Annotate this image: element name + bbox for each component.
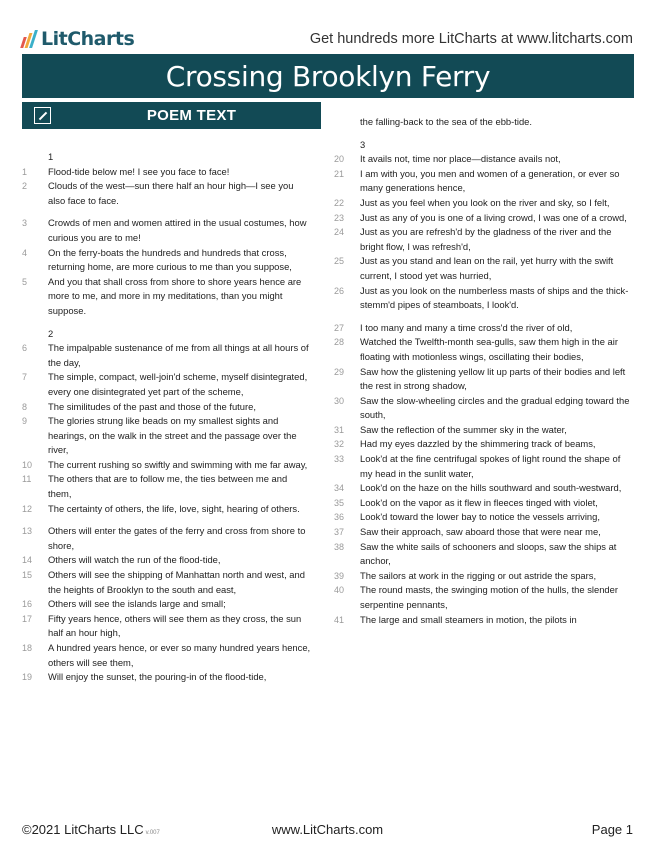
line-text: Others will enter the gates of the ferry and cross from shore to shore, (48, 525, 306, 551)
stanza-number: 2 (48, 327, 54, 339)
line-text: Crowds of men and women attired in the usual costumes, how curious you are to me! (48, 217, 307, 243)
poem-line (334, 540, 634, 569)
logo-text: LitCharts (41, 28, 135, 50)
line-number: 10 (22, 459, 33, 470)
poem-line (334, 167, 634, 196)
poem-line (334, 481, 634, 496)
line-text: And you that shall cross from shore to shore years hence are more to me, and more in my meditations, than you might suppose. (48, 275, 302, 316)
section-title: POEM TEXT (146, 107, 237, 124)
line-number: 15 (22, 570, 33, 581)
line-number: 5 (22, 276, 28, 287)
line-number (334, 115, 360, 130)
line-number: 23 (334, 212, 345, 223)
poem-line (334, 115, 634, 130)
line-number: 21 (334, 168, 345, 179)
title-bar (22, 54, 634, 98)
line-number: 30 (334, 395, 345, 406)
line-text: A hundred years hence, or ever so many hundred years hence, others will see them, (48, 642, 311, 668)
poem-line (334, 496, 634, 511)
poem-line (22, 612, 312, 641)
poem-line (334, 152, 634, 167)
line-number: 34 (334, 483, 345, 494)
line-number: 27 (334, 322, 345, 333)
line-text: Saw their approach, saw aboard those that were near me, (360, 526, 601, 538)
line-text: Saw how the glistening yellow lit up parts of their bodies and left the rest in strong shadow, (360, 365, 626, 392)
line-text: Had my eyes dazzled by the shimmering track of beams, (360, 438, 596, 450)
line-number: 39 (334, 570, 345, 581)
version-label: v.007 (145, 830, 160, 836)
poem-line (334, 569, 634, 584)
poem-line (334, 423, 634, 438)
stanza-number: 3 (360, 138, 366, 150)
line-number: 12 (22, 503, 33, 514)
line-text: Others will see the shipping of Manhattan north and west, and the heights of Brooklyn to the south and east, (48, 569, 305, 595)
line-number: 1 (22, 166, 28, 177)
line-text: The sailors at work in the rigging or out astride the spars, (360, 569, 597, 581)
line-text: I am with you, you men and women of a generation, or ever so many generations hence, (360, 167, 620, 194)
line-text: Just as you look on the numberless masts of ships and the thick-stemm'd pipes of steamboats, I look'd. (360, 284, 629, 311)
line-text: Look'd on the vapor as it flew in fleeces tinged with violet, (360, 496, 598, 508)
page-number: Page 1 (591, 822, 633, 837)
poem-line (334, 254, 634, 283)
line-text: Just as you stand and lean on the rail, yet hurry with the swift current, I stood yet was hurried, (360, 255, 614, 281)
line-text: Just as you are refresh'd by the gladness of the river and the bright flow, I was refresh'd, (360, 226, 612, 252)
line-number: 13 (22, 526, 33, 537)
poem-line (334, 452, 634, 481)
line-number: 8 (22, 401, 28, 412)
poem-line (22, 502, 312, 517)
poem-column-right (334, 115, 634, 627)
line-text: On the ferry-boats the hundreds and hundreds that cross, returning home, are more curious to me than you suppose, (48, 246, 292, 273)
poem-line (334, 335, 634, 364)
poem-line (334, 365, 634, 394)
line-text: Watched the Twelfth-month sea-gulls, saw them high in the air floating with motionless wings, oscillating their bodies, (360, 336, 618, 362)
line-text: Will enjoy the sunset, the pouring-in of the flood-tide, (48, 671, 267, 683)
line-number: 9 (22, 416, 28, 427)
poem-line (22, 641, 312, 670)
line-number: 22 (334, 197, 345, 208)
line-text: Saw the white sails of schooners and sloops, saw the ships at anchor, (360, 540, 617, 567)
line-text: Look'd on the haze on the hills southward and south-westward, (360, 482, 622, 494)
poem-line (334, 394, 634, 423)
line-text: The round masts, the swinging motion of the hulls, the slender serpentine pennants, (360, 584, 618, 610)
line-number: 35 (334, 497, 345, 508)
poem-line (334, 437, 634, 452)
header-tagline[interactable]: Get hundreds more LitCharts at www.litcharts.com (309, 31, 633, 47)
line-number: 36 (334, 512, 345, 523)
poem-line (22, 216, 312, 245)
copyright-text: ©2021 LitCharts LLC (22, 822, 144, 837)
poem-column-left (22, 150, 312, 685)
line-text: Saw the slow-wheeling circles and the gradual edging toward the south, (360, 394, 630, 421)
logo-bars-icon (22, 30, 37, 48)
line-text: The large and small steamers in motion, the pilots in (360, 613, 577, 625)
section-header (22, 102, 321, 129)
line-number: 41 (334, 614, 345, 625)
line-number: 31 (334, 424, 345, 435)
footer-site-link[interactable]: www.LitCharts.com (271, 822, 384, 837)
line-number: 3 (22, 218, 28, 229)
poem-line (22, 472, 312, 501)
poem-line (22, 341, 312, 370)
footer (22, 822, 633, 838)
line-text: Others will watch the run of the flood-tide, (48, 554, 221, 566)
line-text: The simple, compact, well-join'd scheme, myself disintegrated, every one disintegrated yet part of the scheme, (48, 371, 308, 397)
line-number: 4 (22, 247, 28, 258)
poem-line (22, 165, 312, 180)
line-text: Look'd at the fine centrifugal spokes of light round the shape of my head in the sunlit water, (360, 453, 621, 479)
line-number: 18 (22, 643, 33, 653)
line-number: 40 (334, 585, 345, 596)
poem-line (334, 613, 634, 628)
line-number: 32 (334, 439, 345, 450)
poem-line (22, 414, 312, 458)
line-number: 38 (334, 541, 345, 552)
stanza-gap (334, 130, 634, 138)
line-text: The similitudes of the past and those of the future, (48, 400, 256, 412)
line-gap (22, 516, 312, 524)
stanza-gap (22, 319, 312, 327)
line-number: 11 (22, 474, 32, 485)
line-number: 19 (22, 672, 33, 683)
line-text: Look'd toward the lower bay to notice the vessels arriving, (360, 511, 600, 523)
line-number: 20 (334, 154, 345, 165)
poem-line (22, 400, 312, 415)
line-text: The impalpable sustenance of me from all things at all hours of the day, (48, 342, 309, 368)
line-number: 29 (334, 366, 345, 377)
poem-line (334, 196, 634, 211)
line-text: the falling-back to the sea of the ebb-tide. (360, 116, 532, 127)
line-number: 26 (334, 285, 345, 296)
line-number: 2 (22, 181, 28, 192)
poem-line (22, 568, 312, 597)
line-number: 24 (334, 227, 345, 238)
poem-line (22, 275, 312, 319)
poem-line (334, 583, 634, 612)
line-text: I too many and many a time cross'd the river of old, (360, 321, 573, 333)
line-gap (334, 313, 634, 321)
poem-line (22, 179, 312, 208)
poem-line (22, 597, 312, 612)
line-text: It avails not, time nor place—distance avails not, (360, 153, 561, 165)
line-text: The certainty of others, the life, love, sight, hearing of others. (48, 502, 300, 514)
poem-line (334, 284, 634, 313)
poem-line (334, 211, 634, 226)
line-gap (22, 208, 312, 216)
poem-line (22, 553, 312, 568)
line-text: Saw the reflection of the summer sky in the water, (360, 423, 567, 435)
line-text: Others will see the islands large and small; (48, 598, 226, 610)
poem-line (22, 524, 312, 553)
poem-line (22, 458, 312, 473)
poem-title: Crossing Brooklyn Ferry (165, 59, 491, 93)
line-number: 28 (334, 337, 345, 348)
line-text: The current rushing so swiftly and swimming with me far away, (48, 458, 308, 470)
poem-line (334, 510, 634, 525)
line-number: 14 (22, 555, 33, 566)
poem-line (334, 321, 634, 336)
litcharts-logo[interactable] (22, 28, 134, 50)
line-number: 37 (334, 527, 345, 538)
poem-line (334, 525, 634, 540)
line-text: Clouds of the west—sun there half an hour high—I see you also face to face. (48, 180, 294, 206)
poem-line (22, 670, 312, 685)
line-text: Fifty years hence, others will see them as they cross, the sun half an hour high, (48, 612, 302, 639)
line-text: Just as you feel when you look on the river and sky, so I felt, (360, 196, 610, 208)
line-number: 17 (22, 613, 33, 624)
poem-line (22, 246, 312, 275)
line-text: The glories strung like beads on my smallest sights and hearings, on the walk in the street and the passage over the river, (48, 415, 297, 456)
line-text: Flood-tide below me! I see you face to face! (48, 165, 230, 177)
poem-line (22, 370, 312, 399)
line-number: 6 (22, 343, 28, 354)
line-number: 25 (334, 256, 345, 267)
line-number: 7 (22, 372, 28, 383)
poem-line (334, 225, 634, 254)
line-number: 33 (334, 454, 345, 465)
stanza-number: 1 (48, 151, 54, 162)
line-number: 16 (22, 599, 33, 610)
line-text: Just as any of you is one of a living crowd, I was one of a crowd, (360, 211, 627, 223)
line-text: The others that are to follow me, the ties between me and them, (48, 473, 288, 500)
